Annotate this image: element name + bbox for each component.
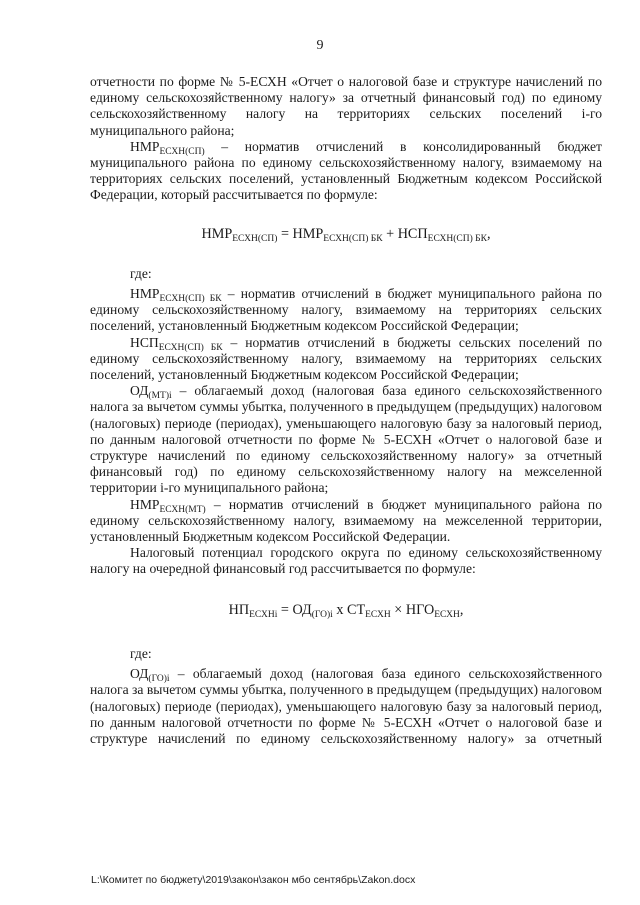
term-subscript: ЕСХН(СП) БК bbox=[158, 342, 223, 353]
definition-text: – облагаемый доход (налоговая база единого сельскохозяйственного налога за вычетом суммы убытка, полученного в предыдущем (предыдущих) налоговом (налоговых) периоде (периодах), уменьшающего налоговую базу за налоговый период, по данным налоговой отчетности по форме № 5-ЕСХН «Отчет о налоговой базе и структуре начислений по единому сельскохозяйственному налогу» за отчетный bbox=[90, 666, 602, 746]
document-body bbox=[90, 74, 602, 747]
paragraph-continuation: отчетности по форме № 5-ЕСХН «Отчет о налоговой базе и структуре начислений по единому сельскохозяйственному налогу» за отчетный финансовый год) по единому сельскохозяйственному налогу на территориях сельских поселений i-го муниципального района; bbox=[90, 74, 602, 138]
definition-od-go bbox=[90, 666, 602, 747]
term-subscript: (ГО)i bbox=[148, 674, 170, 685]
where-label: где: bbox=[130, 265, 152, 281]
formula-term: СТ bbox=[346, 601, 366, 618]
definition-text: – норматив отчислений в бюджеты сельских поселений по единому сельскохозяйственному налогу, взимаемому на территориях сельских поселений, установленный Бюджетным кодексом Российской Федерации; bbox=[90, 334, 602, 383]
definition-nmr-bk bbox=[90, 286, 602, 335]
term: НМР bbox=[130, 286, 160, 302]
definition-nsp-bk bbox=[90, 335, 602, 384]
formula-subscript: ЕСХН(СП) БК bbox=[323, 233, 383, 244]
term: НМР bbox=[130, 496, 160, 512]
definition-text: – норматив отчислений в бюджет муниципального района по единому сельскохозяйственному налогу, взимаемому на межселенной территории, установленный Бюджетным кодексом Российской Федерации. bbox=[90, 496, 602, 545]
definition-nmr-eskhn-sp bbox=[90, 139, 602, 204]
footer-file-path: L:\Комитет по бюджету\2019\закон\закон мбо сентябрь\Zakon.docx bbox=[91, 874, 416, 886]
formula-term: НМР bbox=[292, 225, 324, 242]
formula-term: НМР bbox=[201, 225, 233, 242]
formula-operator: = bbox=[277, 601, 293, 618]
formula-subscript: ЕСХН bbox=[434, 609, 460, 620]
formula-punctuation: , bbox=[486, 225, 491, 242]
formula-term: НСП bbox=[397, 225, 428, 242]
definition-text: – норматив отчислений в консолидированный бюджет муниципального района по единому сельскохозяйственному налогу, взимаемому на территориях сельских поселений, установленный Бюджетным кодексом Российской Федерации, который рассчитывается по формуле: bbox=[90, 138, 602, 203]
term-subscript: ЕСХН(МТ) bbox=[159, 504, 206, 515]
formula-operator: х bbox=[332, 601, 347, 618]
formula-operator: = bbox=[277, 225, 293, 242]
definition-nmr-mt bbox=[90, 497, 602, 546]
formula-punctuation: , bbox=[459, 601, 464, 618]
page-number: 9 bbox=[316, 38, 324, 53]
formula-operator: + bbox=[382, 225, 398, 242]
term: НМР bbox=[130, 138, 160, 154]
formula-term: НГО bbox=[405, 601, 435, 618]
formula-subscript: ЕСХН(СП) bbox=[232, 233, 278, 244]
formula-operator: × bbox=[390, 601, 406, 618]
formula-subscript: ЕСХН(СП) БК bbox=[427, 233, 487, 244]
formula-subscript: ЕСХНi bbox=[249, 609, 278, 620]
term-subscript: (МТ)i bbox=[148, 391, 172, 402]
formula-term: НП bbox=[228, 601, 250, 618]
term: НСП bbox=[130, 334, 159, 350]
where-label: где: bbox=[130, 645, 152, 661]
term-subscript: ЕСХН(СП) bbox=[159, 146, 205, 157]
formula-subscript: ЕСХН bbox=[365, 609, 391, 620]
definition-text: – норматив отчислений в бюджет муниципального района по единому сельскохозяйственному налогу, взимаемому на территориях сельских поселений, установленный Бюджетным кодексом Российской Федерации; bbox=[90, 286, 602, 334]
formula-subscript: (ГО)i bbox=[311, 609, 333, 620]
formula-term: ОД bbox=[292, 601, 312, 618]
term: ОД bbox=[130, 666, 149, 682]
formula-nmr bbox=[90, 226, 602, 242]
definition-text: – облагаемый доход (налоговая база единого сельскохозяйственного налога за вычетом суммы убытка, полученного в предыдущем (предыдущих) налоговом (налоговых) периоде (периодах), уменьшающего налоговую базу за налоговый период, по данным налоговой отчетности по форме № 5-ЕСХН «Отчет о налоговой базе и структуре начислений по единому сельскохозяйственному налогу» за отчетный финансовый год) по единому сельскохозяйственному налогу на межселенной территории i-го муниципального района; bbox=[90, 383, 602, 496]
paragraph-tax-potential: Налоговый потенциал городского округа по единому сельскохозяйственному налогу на очередной финансовый год рассчитывается по формуле: bbox=[90, 545, 602, 577]
term: ОД bbox=[130, 383, 149, 399]
formula-np bbox=[90, 602, 602, 618]
definition-od-mt bbox=[90, 383, 602, 496]
term-subscript: ЕСХН(СП) БК bbox=[159, 294, 222, 305]
